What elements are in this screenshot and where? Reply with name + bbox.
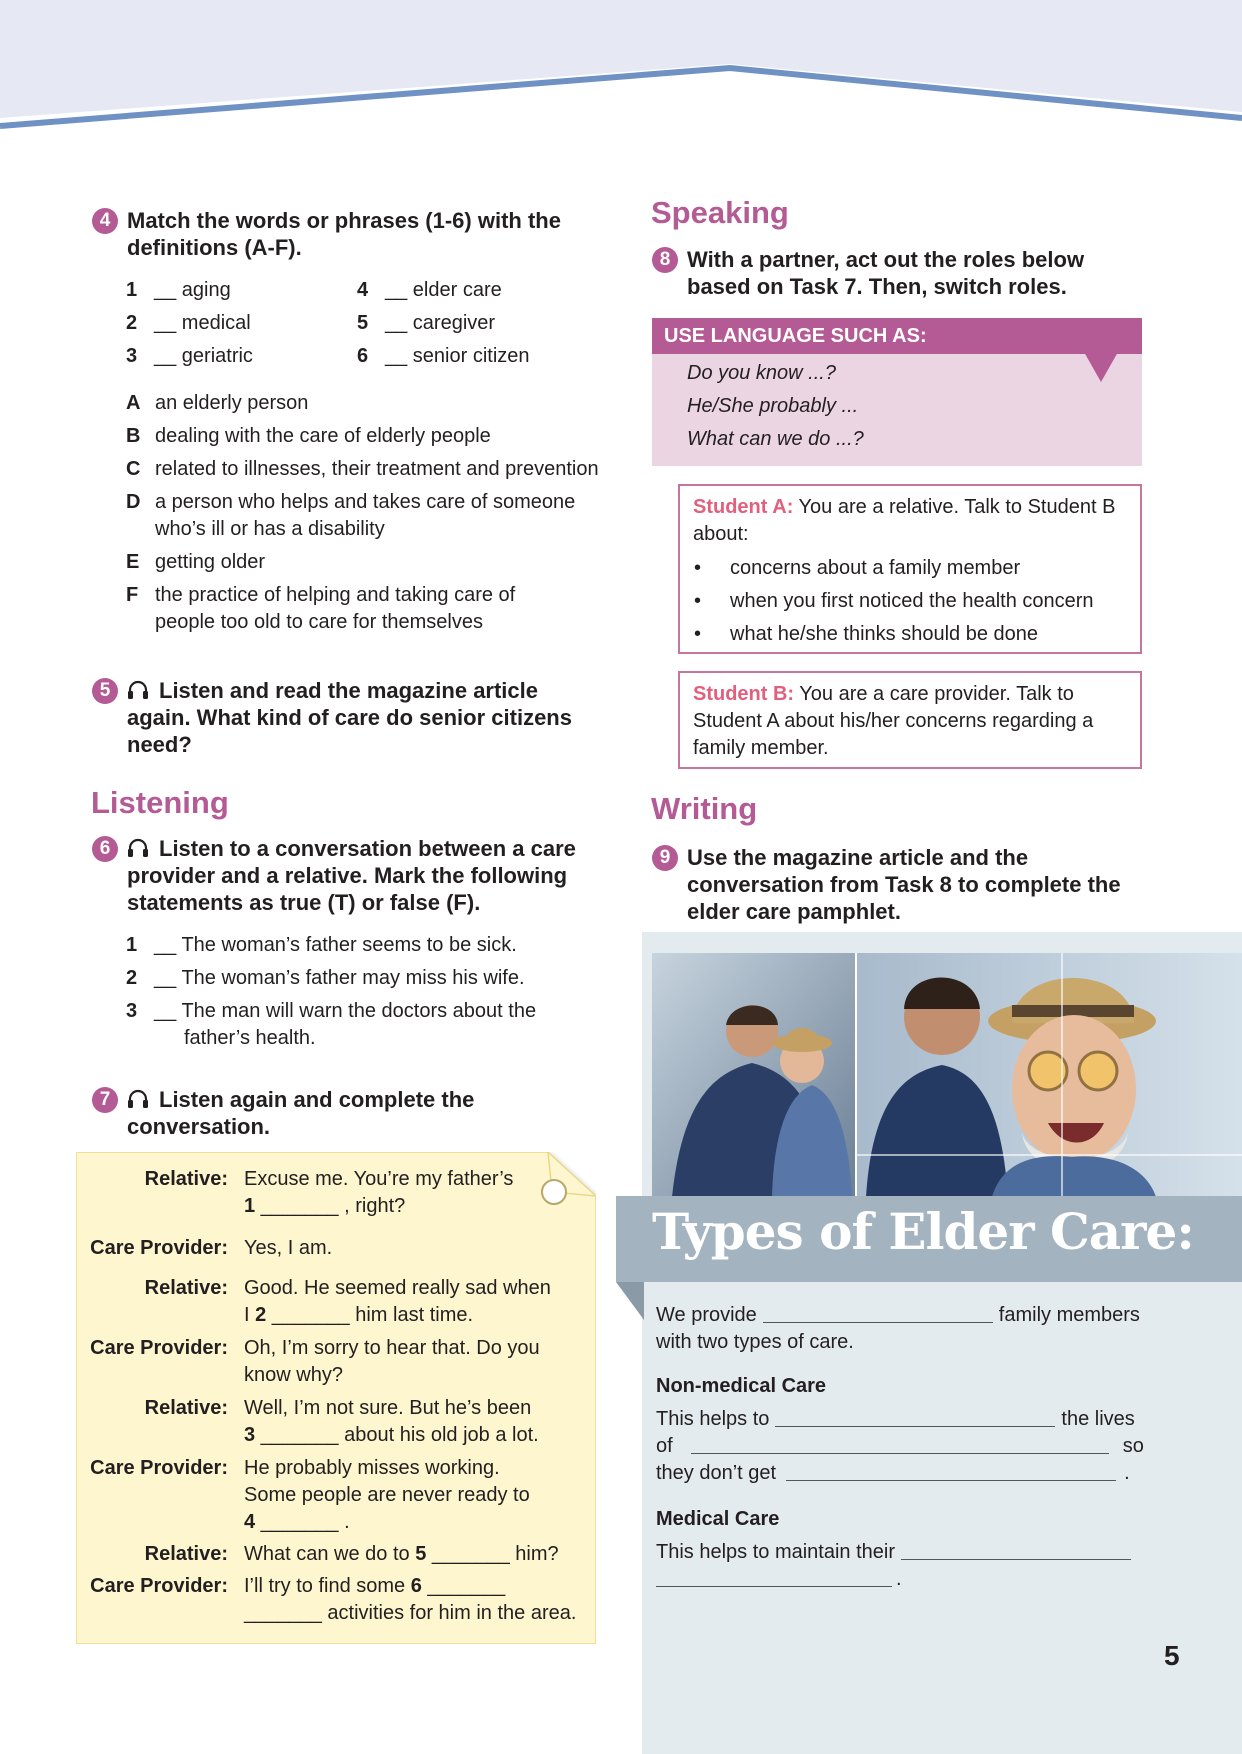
speaker-label: Relative: xyxy=(144,1168,228,1190)
bullet-item: • when you first noticed the health concern xyxy=(694,590,1094,612)
gap-number: 4 xyxy=(244,1511,256,1533)
conversation-line: 4 _______ . xyxy=(244,1511,350,1533)
listening-heading: Listening xyxy=(91,785,229,820)
elder-care-photo xyxy=(652,953,1242,1197)
conversation-line: Excuse me. You’re my father’s xyxy=(244,1168,514,1190)
nonmedical-line: they don’t get . xyxy=(656,1462,1130,1484)
use-language-heading: USE LANGUAGE SUCH AS: xyxy=(652,318,1142,354)
conversation-turn xyxy=(0,1573,600,1627)
conversation-turn xyxy=(0,1166,600,1220)
task-number-badge: 4 xyxy=(92,208,118,234)
definition-item: B dealing with the care of elderly people xyxy=(126,425,491,447)
task-number-badge: 6 xyxy=(92,836,118,862)
task-number-badge: 9 xyxy=(652,845,678,871)
gap-number: 1 xyxy=(244,1195,256,1217)
conversation-line: What can we do to 5 _______ him? xyxy=(244,1543,559,1565)
header-band xyxy=(0,0,1242,140)
word-item: 5 __ caregiver xyxy=(357,312,496,334)
definition-item: D a person who helps and takes care of someone who’s ill or has a disability xyxy=(126,491,576,540)
conversation-line: I 2 _______ him last time. xyxy=(244,1304,474,1326)
word-item: 2 __ medical xyxy=(126,312,251,334)
medical-line: This helps to maintain their xyxy=(656,1539,1137,1566)
conversation-line: _______ activities for him in the area. xyxy=(244,1602,577,1624)
statement-item: 1 __ The woman’s father seems to be sick. xyxy=(126,934,517,956)
conversation-line: Good. He seemed really sad when xyxy=(244,1277,551,1299)
conversation-line: Oh, I’m sorry to hear that. Do you xyxy=(244,1337,540,1359)
headphones-icon xyxy=(127,838,149,858)
bullet-item: • concerns about a family member xyxy=(694,557,1021,579)
page-number: 5 xyxy=(1164,1640,1180,1671)
band-fold-icon xyxy=(616,1282,644,1320)
student-b-box: Student B: You are a care provider. Talk to Student A about his/her concerns regarding a family member. xyxy=(678,671,1142,769)
speaker-label: Relative: xyxy=(144,1397,228,1419)
medical-heading: Medical Care xyxy=(656,1508,780,1530)
gap-number: 2 xyxy=(255,1304,267,1326)
headphones-icon xyxy=(127,1089,149,1109)
conversation-turn xyxy=(0,1455,600,1536)
conversation-line: 3 _______ about his old job a lot. xyxy=(244,1424,539,1446)
word-item: 6 __ senior citizen xyxy=(357,345,530,367)
speaker-label: Care Provider: xyxy=(90,1237,228,1259)
task-6-instruction: 6 Listen to a conversation between a care provider and a relative. Mark the following statements as true (T) or false (F). xyxy=(92,835,612,916)
language-phrase: Do you know ...? xyxy=(687,362,836,384)
box-pointer-icon xyxy=(1084,352,1118,382)
definition-item: C related to illnesses, their treatment and prevention xyxy=(126,458,599,480)
conversation-line: He probably misses working. xyxy=(244,1457,500,1479)
word-item: 1 __ aging xyxy=(126,279,231,301)
speaker-label: Care Provider: xyxy=(90,1457,228,1479)
conversation-line: Some people are never ready to xyxy=(244,1484,530,1506)
word-item: 3 __ geriatric xyxy=(126,345,253,367)
conversation-turn xyxy=(0,1335,600,1389)
writing-heading: Writing xyxy=(651,791,758,826)
speaker-label: Relative: xyxy=(144,1543,228,1565)
student-b-label: Student B: xyxy=(693,683,795,705)
conversation-line: Well, I’m not sure. But he’s been xyxy=(244,1397,532,1419)
speaker-label: Relative: xyxy=(144,1277,228,1299)
student-a-box: Student A: You are a relative. Talk to Student B about: • concerns about a family member • when you first noticed the health concern • what he/she thinks should be done xyxy=(678,484,1142,654)
student-a-label: Student A: xyxy=(693,496,794,518)
definition-item: A an elderly person xyxy=(126,392,309,414)
task-number-badge: 7 xyxy=(92,1087,118,1113)
speaker-label: Care Provider: xyxy=(90,1575,228,1597)
nonmedical-heading: Non-medical Care xyxy=(656,1375,827,1397)
task-4-instruction: 4 Match the words or phrases (1-6) with the definitions (A-F). xyxy=(92,207,612,261)
pamphlet-intro: We provide family members xyxy=(656,1304,1140,1326)
nonmedical-line: This helps to the lives xyxy=(656,1408,1135,1430)
task-9-instruction: 9 Use the magazine article and the conversation from Task 8 to complete the elder care pamphlet. xyxy=(652,844,1212,925)
gap-number: 5 xyxy=(415,1543,427,1565)
gap-number: 3 xyxy=(244,1424,256,1446)
bullet-item: • what he/she thinks should be done xyxy=(694,623,1038,645)
conversation-line: I’ll try to find some 6 _______ xyxy=(244,1575,506,1597)
language-phrase: What can we do ...? xyxy=(687,428,864,450)
conversation-line: Yes, I am. xyxy=(244,1237,333,1259)
word-item: 4 __ elder care xyxy=(357,279,502,301)
conversation-line: know why? xyxy=(244,1364,343,1386)
speaking-heading: Speaking xyxy=(651,195,789,230)
speaker-label: Care Provider: xyxy=(90,1337,228,1359)
nonmedical-line: of so xyxy=(656,1435,1144,1457)
definition-item: F the practice of helping and taking care of people too old to care for themselves xyxy=(126,584,516,633)
task-5-instruction: 5 Listen and read the magazine article again. What kind of care do senior citizens need? xyxy=(92,677,612,758)
task-number-badge: 5 xyxy=(92,678,118,704)
pamphlet-title-band xyxy=(616,1196,1242,1282)
conversation-line: 1 _______ , right? xyxy=(244,1195,406,1217)
headphones-icon xyxy=(127,680,149,700)
statement-item: 3 __ The man will warn the doctors about the father’s health. xyxy=(126,1000,537,1049)
conversation-turn xyxy=(0,1235,600,1262)
conversation-turn xyxy=(0,1275,600,1329)
pamphlet-title: Types of Elder Care: xyxy=(652,1202,1194,1261)
definition-item: E getting older xyxy=(126,551,266,573)
task-8-instruction: 8 With a partner, act out the roles below based on Task 7. Then, switch roles. xyxy=(652,246,1212,300)
use-language-box xyxy=(652,318,1142,466)
gap-number: 6 xyxy=(410,1575,422,1597)
conversation-turn xyxy=(0,1541,600,1568)
task-number-badge: 8 xyxy=(652,247,678,273)
statement-item: 2 __ The woman’s father may miss his wife. xyxy=(126,967,525,989)
medical-line: . xyxy=(656,1566,902,1593)
task-7-instruction: 7 Listen again and complete the conversation. xyxy=(92,1086,612,1140)
conversation-turn xyxy=(0,1395,600,1449)
language-phrase: He/She probably ... xyxy=(687,395,859,417)
